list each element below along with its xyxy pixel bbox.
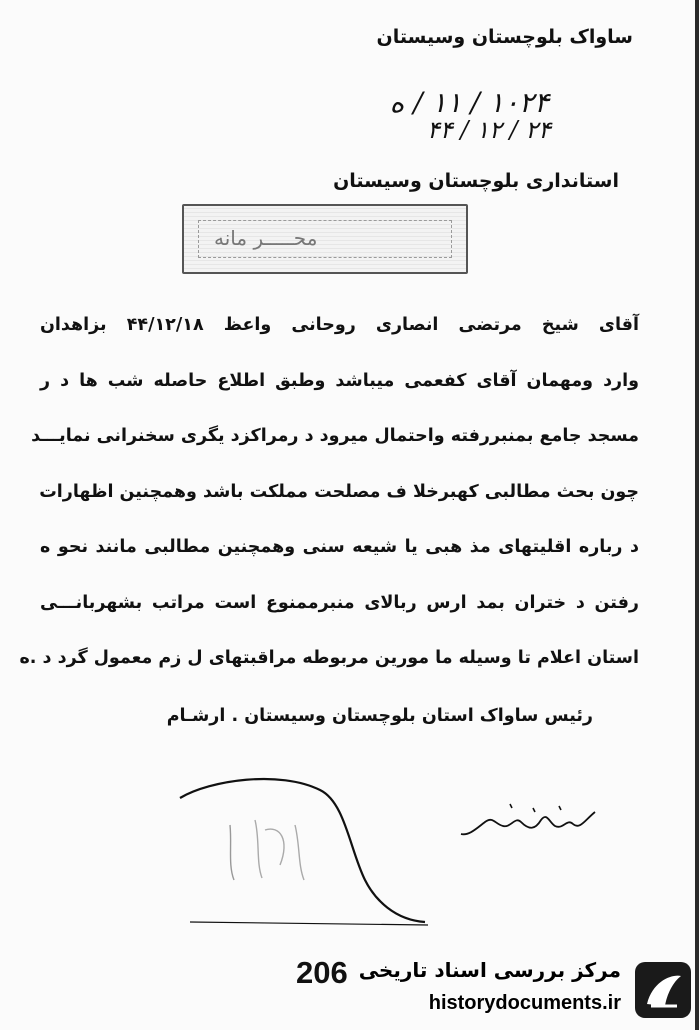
watermark-url: historydocuments.ir: [428, 992, 621, 1014]
handwritten-date: ۲۴ / ۱۲ / ۴۴: [426, 116, 551, 144]
body-line-7: استان اعلام تا وسیله ما مورین مربوطه مراقبتهای ل زم معمول گرد د .ه: [19, 648, 639, 668]
body-line-1: آقای شیخ مرتضی انصاری روحانی واعظ ۴۴/۱۲/۱۸ بزاهدان: [40, 315, 639, 335]
signatory-line: رئیس ساواک استان بلوچستان وسیستان . ارشـام: [166, 706, 593, 726]
page-number: 206: [296, 955, 348, 990]
body-line-2: وارد ومهمان آقای کفعمی میباشد وطبق اطلاع حاصله شب ها د ر: [40, 370, 639, 391]
confidential-stamp: [182, 204, 468, 274]
document-header: ساواک بلوچستان وسیستان: [376, 26, 633, 48]
watermark-name: مرکز بررسی اسناد تاریخی: [358, 958, 621, 982]
handwritten-reference-number: ۱۰۲۴ / ۱۱ / ه: [389, 86, 549, 119]
body-line-6: رفتن د ختران بمد ارس ربالای منبرممنوع است مراتب بشهربانـــی: [40, 592, 639, 613]
stamp-text: محـــــر مانه: [214, 226, 318, 250]
page-edge: [695, 0, 699, 1030]
watermark: [358, 950, 699, 1030]
body-line-4: چون بحث مطالبی کهبرخلا ف مصلحت مملکت باشد وهمچنین اظهارات: [39, 481, 639, 502]
signature-scribble: [170, 770, 430, 940]
archive-logo-icon: [633, 960, 693, 1020]
body-line-3: مسجد جامع بمنبررفته واحتمال میرود د رمراکزد یگری سخنرانی نمایـــد: [31, 426, 639, 446]
body-line-5: د رباره اقلیتهای مذ هبی یا شیعه سنی وهمچنین مطالبی مانند نحو ه: [40, 537, 639, 557]
letter-body: [19, 310, 639, 699]
handwritten-note-signature: [455, 790, 605, 850]
recipient-line: استانداری بلوچستان وسیستان: [333, 170, 619, 192]
